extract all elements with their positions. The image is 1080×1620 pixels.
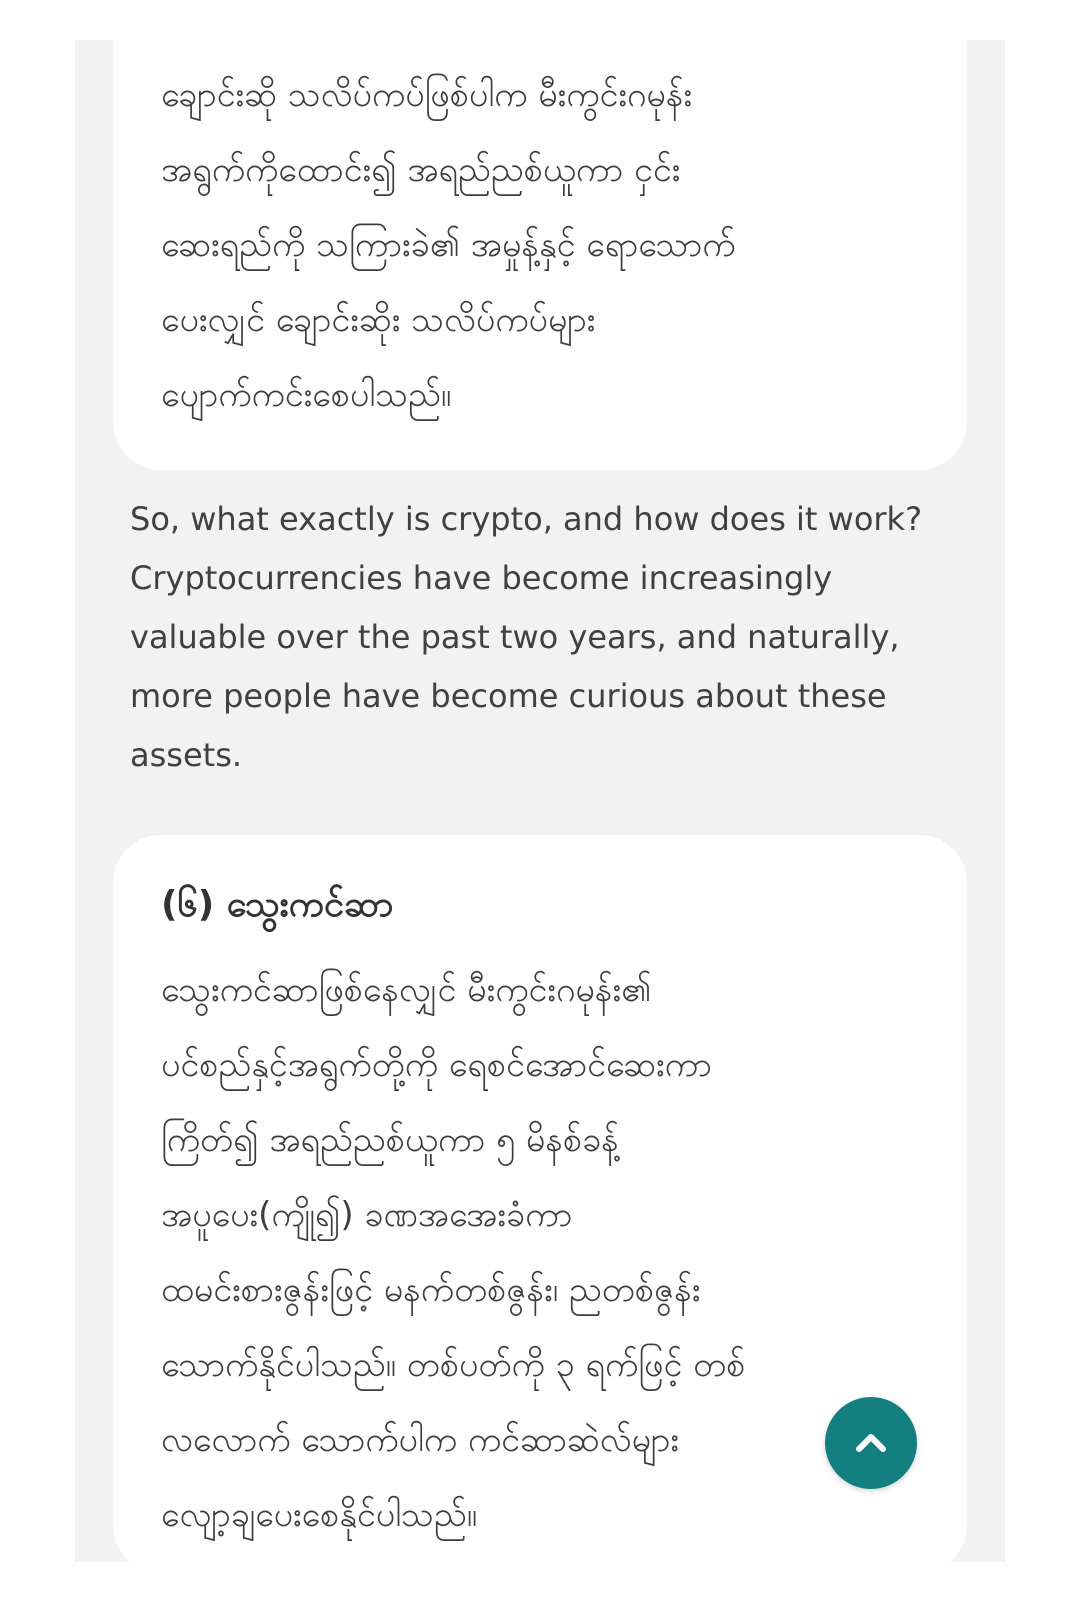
paragraph-line: လလောက် သောက်ပါက ကင်ဆာဆဲလ်များ: [161, 1420, 680, 1460]
paragraph-line: အပူပေး(ကျို၍) ခဏအအေးခံကာ: [161, 1195, 573, 1235]
ad-line: valuable over the past two years, and naturally,: [130, 618, 900, 656]
paragraph-line: ထမင်းစားဇွန်းဖြင့် မနက်တစ်ဇွန်း၊ ညတစ်ဇွန်း: [161, 1270, 701, 1310]
paragraph-line: ပင်စည်နှင့်အရွက်တို့ကို ရေစင်အောင်ဆေးကာ: [161, 1045, 712, 1085]
paragraph-line: အရွက်ကိုထောင်း၍ အရည်ညစ်ယူကာ ငှင်း: [161, 150, 681, 190]
crypto-ad-paragraph[interactable]: [130, 490, 950, 785]
remedy-paragraph: [161, 58, 927, 433]
ad-line: So, what exactly is crypto, and how does it work?: [130, 500, 923, 538]
article-screen: [75, 40, 1005, 1562]
section-heading: (၆) သွေးကင်ဆာ: [161, 884, 394, 925]
paragraph-line: ချောင်းဆို သလိပ်ကပ်ဖြစ်ပါက မီးကွင်းဂမုန်း: [161, 75, 693, 115]
chevron-up-icon: [851, 1423, 891, 1463]
paragraph-line: ဆေးရည်ကို သကြားခဲ၏ အမှုန့်နှင့် ရောသောက်: [161, 225, 736, 265]
ad-line: assets.: [130, 736, 243, 774]
paragraph-line: သွေးကင်ဆာဖြစ်နေလျှင် မီးကွင်းဂမုန်း၏: [161, 970, 652, 1010]
paragraph-line: ကြိတ်၍ အရည်ညစ်ယူကာ ၅ မိနစ်ခန့်: [161, 1120, 619, 1160]
paragraph-line: ပေးလျှင် ချောင်းဆိုး သလိပ်ကပ်များ: [161, 300, 596, 340]
section-paragraph: [161, 953, 927, 1553]
paragraph-line: လျော့ချပေးစေနိုင်ပါသည်။: [161, 1495, 477, 1535]
paragraph-line: ပျောက်ကင်းစေပါသည်။: [161, 375, 452, 415]
ad-line: Cryptocurrencies have become increasingly: [130, 559, 833, 597]
article-card-top: [113, 40, 967, 470]
paragraph-line: သောက်နိုင်ပါသည်။ တစ်ပတ်ကို ၃ ရက်ဖြင့် တစ်: [161, 1345, 746, 1385]
scroll-to-top-button[interactable]: [825, 1397, 917, 1489]
ad-line: more people have become curious about these: [130, 677, 887, 715]
